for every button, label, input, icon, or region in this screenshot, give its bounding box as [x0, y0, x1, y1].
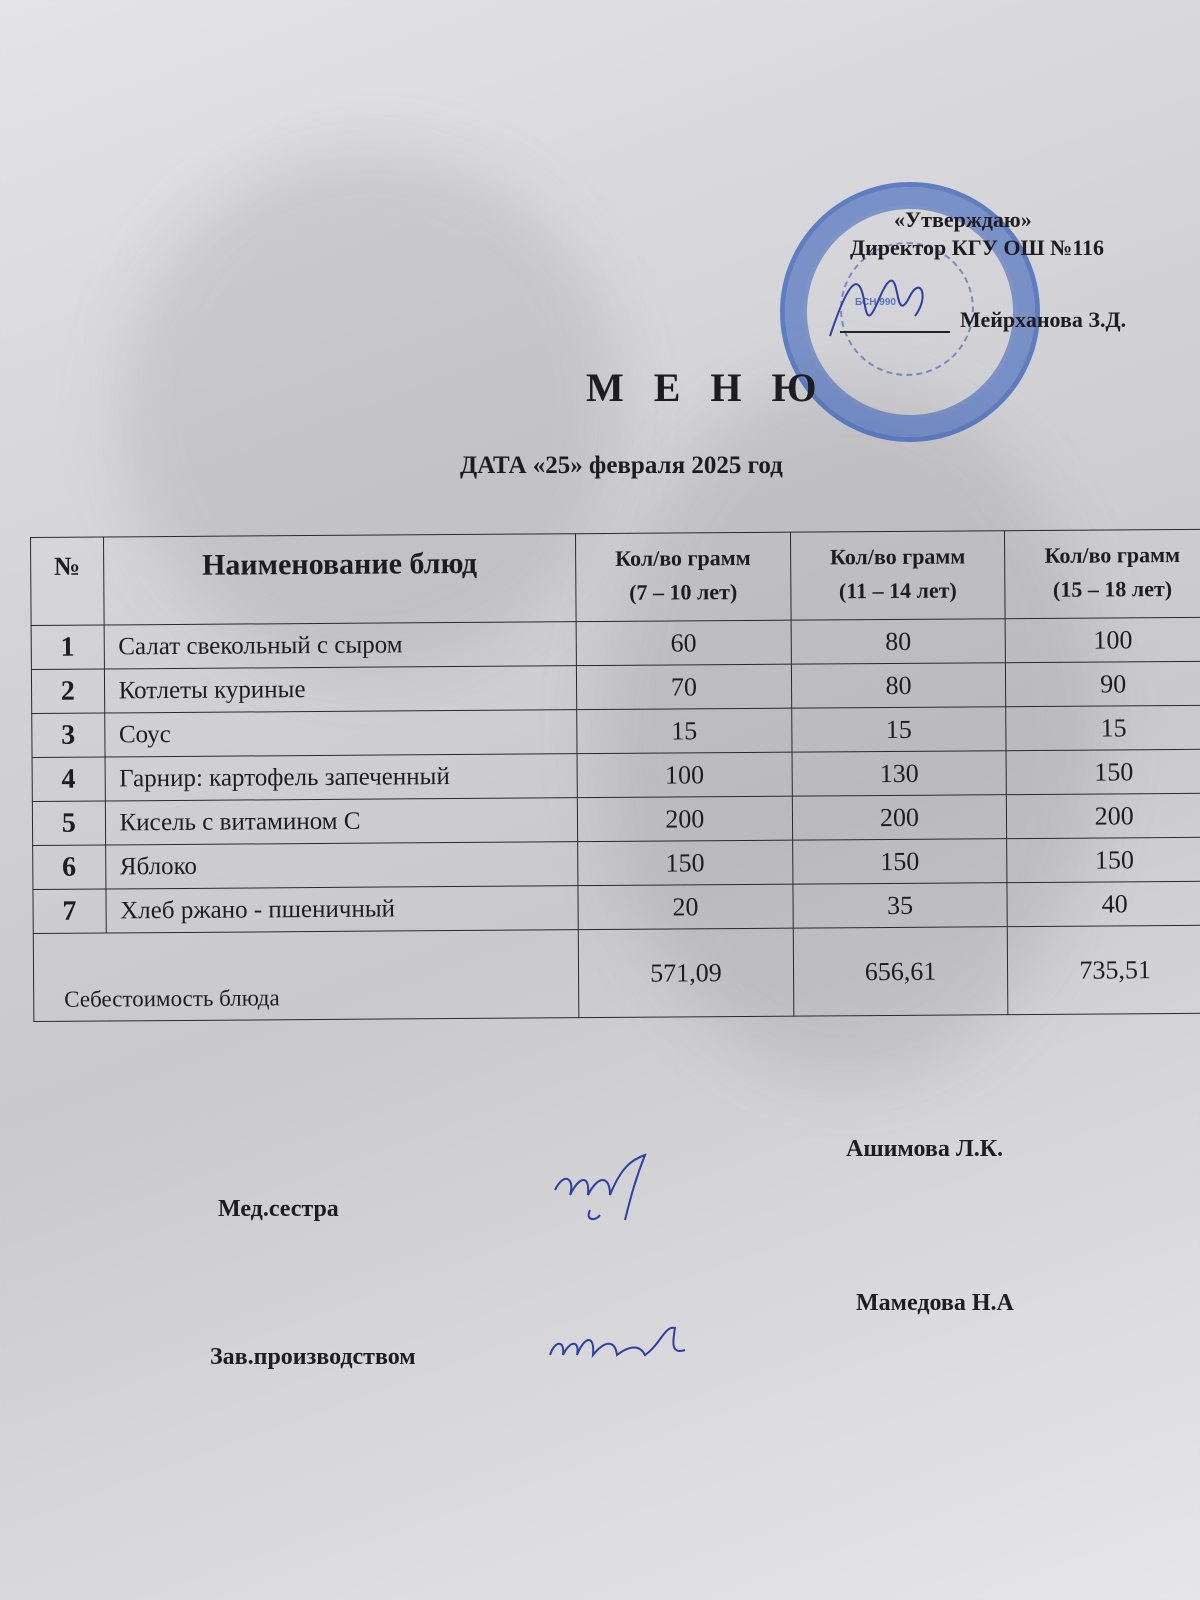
header-name: Наименование блюд — [103, 534, 576, 625]
table-header — [31, 529, 1200, 625]
table-row: 7 Хлеб ржано - пшеничный 20 35 40 — [33, 881, 1200, 933]
stamp-bin: БСН 990 — [855, 297, 896, 308]
menu-date: ДАТА «25» февраля 2025 год — [460, 452, 783, 479]
table-row: 4 Гарнир: картофель запеченный 100 130 150 — [32, 749, 1200, 801]
production-head-role: Зав.производством — [210, 1344, 416, 1370]
menu-table — [30, 529, 1200, 1022]
total-col1: 571,09 — [578, 928, 793, 1017]
header-no: № — [31, 537, 104, 626]
nurse-name: Ашимова Л.К. — [846, 1136, 1004, 1162]
nurse-signature — [550, 1150, 660, 1230]
total-col3: 735,51 — [1008, 925, 1200, 1014]
header-col2: Кол/во грамм (11 – 14 лет) — [790, 531, 1005, 620]
header-col3: Кол/во грамм (15 – 18 лет) — [1005, 529, 1200, 618]
total-col2: 656,61 — [793, 927, 1008, 1016]
page-title: М Е Н Ю — [586, 365, 827, 410]
table-row: 1 Салат свекольный с сыром 60 80 100 — [31, 617, 1200, 669]
nurse-role: Мед.сестра — [218, 1196, 339, 1222]
production-head-name: Мамедова Н.А — [856, 1290, 1014, 1316]
approve-label: «Утверждаю» — [894, 207, 1032, 232]
table-row: 3 Соус 15 15 15 — [32, 705, 1200, 757]
production-head-signature — [545, 1320, 705, 1370]
header-col1: Кол/во грамм (7 – 10 лет) — [575, 532, 790, 621]
table-row: 5 Кисель с витамином С 200 200 200 — [32, 793, 1200, 845]
total-row — [33, 925, 1200, 1021]
total-label: Себестоимость блюда — [33, 930, 579, 1022]
director-signature — [820, 266, 940, 346]
director-name: Мейрханова З.Д. — [960, 307, 1127, 332]
table-row: 2 Котлеты куриные 70 80 90 — [31, 661, 1200, 713]
table-row: 6 Яблоко 150 150 150 — [33, 837, 1200, 889]
director-position: Директор КГУ ОШ №116 — [850, 235, 1104, 260]
